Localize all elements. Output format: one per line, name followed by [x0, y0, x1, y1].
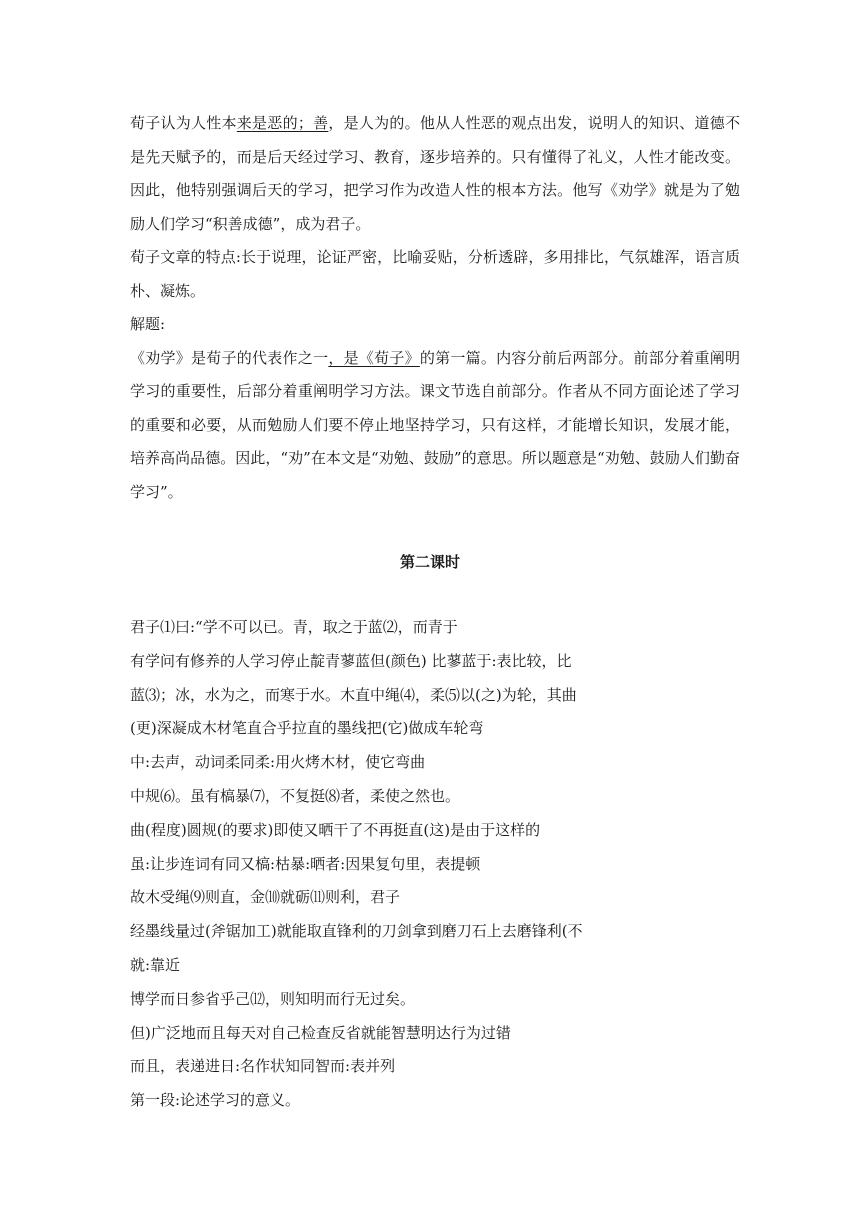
label-title-explanation: 解题: [130, 315, 166, 333]
text-line: 而且，表递进日:名作状知同智而:表并列 [130, 1057, 396, 1076]
para3-underlined-text: ，是《荀子》 [328, 348, 420, 367]
text-line: 蓝⑶；冰，水为之，而寒于水。木直中绳⑷，柔⑸以(之)为轮，其曲 [130, 685, 577, 704]
text-line: 虽:让步连词有同又槁:枯暴:晒者:因果复句里，表提顿 [130, 854, 481, 873]
text-line: 就:靠近 [130, 955, 181, 974]
para1-text-start: 荀子认为人性本 [130, 114, 237, 132]
text-line: 经墨线量过(斧锯加工)就能取直锋利的刀剑拿到磨刀石上去磨锋利(不 [130, 922, 583, 941]
text-line: (更)深凝成木材笔直合乎拉直的墨线把(它)做成车轮弯 [130, 719, 484, 738]
intro-section [130, 107, 740, 509]
paragraph-writing-style: 荀子文章的特点:长于说理，论证严密，比喻妥贴，分析透辟，多用排比，气氛雄浑，语言质朴、凝炼。 [130, 248, 740, 300]
text-line: 曲(程度)圆规(的要求)即使又晒干了不再挺直(这)是由于这样的 [130, 820, 541, 839]
text-line: 第一段:论述学习的意义。 [130, 1091, 301, 1110]
text-line: 有学问有修养的人学习停止靛青蓼蓝但(颜色) 比蓼蓝于:表比较，比 [130, 651, 572, 670]
text-line: 中:去声，动词柔同柔:用火烤木材，使它弯曲 [130, 753, 426, 772]
section-heading: 第二课时 [399, 553, 460, 571]
annotated-text-lines [130, 611, 740, 1118]
para1-underlined-text: 来是恶的；善 [236, 114, 329, 132]
text-line: 故木受绳⑼则直，金⑽就砺⑾则利，君子 [130, 888, 401, 907]
paragraph-xunzi-view [130, 107, 740, 241]
text-line: 君子⑴曰:“学不可以已。青，取之于蓝⑵，而青于 [130, 618, 458, 636]
text-line: 但)广泛地而且每天对自己检查反省就能智慧明达行为过错 [130, 1023, 511, 1042]
text-line: 博学而日参省乎己⑿，则知明而行无过矣。 [130, 989, 416, 1008]
para3-text-rest: 的第一篇。内容分前后两部分。前部分着重阐明学习的重要性，后部分着重阐明学习方法。课文节选自前部分。作者从不同方面论述了学习的重要和必要，从而勉励人们要不停止地坚持学习，只有这样，才能增长知识，发展才能，培养高尚品德。因此，“劝”在本文是“劝勉、鼓励”的意思。所以题意是“劝勉、鼓励人们勤奋学习”。 [130, 348, 740, 501]
para1-text-rest: ，是人为的。他从人性恶的观点出发，说明人的知识、道德不是先天赋予的，而是后天经过学习、教育，逐步培养的。只有懂得了礼义，人性才能改变。因此，他特别强调后天的学习，把学习作为改造人性的根本方法。他写《劝学》就是为了勉励人们学习“积善成德”，成为君子。 [130, 114, 740, 233]
para3-text-start: 《劝学》是荀子的代表作之一 [130, 348, 329, 367]
text-line: 中规⑹。虽有槁暴⑺，不复挺⑻者，柔使之然也。 [130, 786, 461, 805]
paragraph-title-explanation [130, 342, 740, 510]
